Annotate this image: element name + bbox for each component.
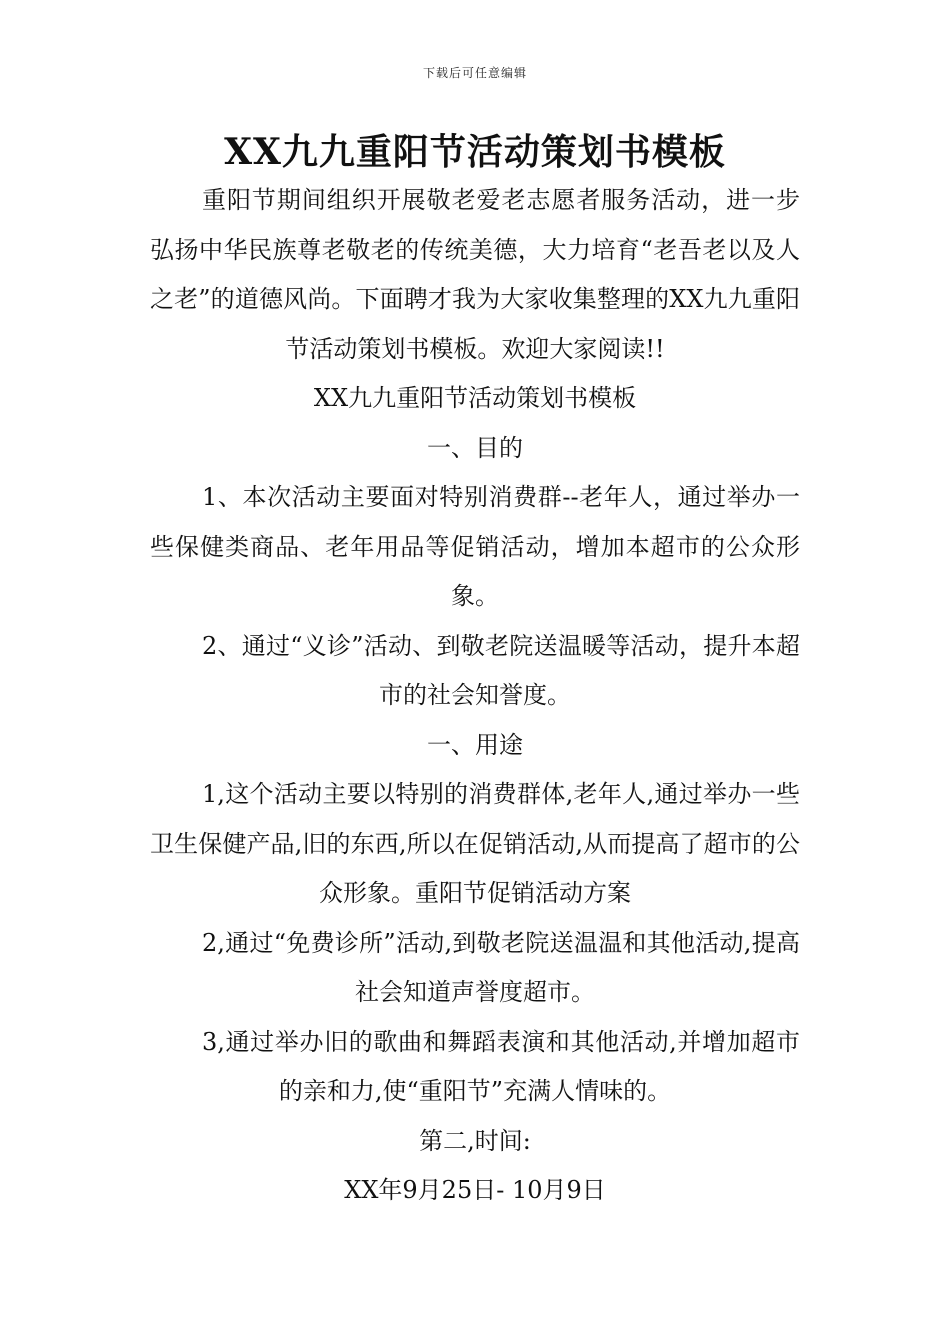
time-range: XX年9月25日- 10月9日 [344,1176,606,1204]
section-heading-usage: 一、用途 [427,730,523,759]
header-note: 下载后可任意编辑 [422,66,527,80]
usage-item-3: 3,通过举办旧的歌曲和舞蹈表演和其他活动,并增加超市的亲和力,使“重阳节”充满人情味的。 [202,1027,800,1105]
purpose-item-2: 2、通过“义诊”活动、到敬老院送温暖等活动，提升本超市的社会知誉度。 [202,631,800,709]
subtitle-line: XX九九重阳节活动策划书模板 [313,384,637,412]
document-title: XX九九重阳节活动策划书模板 [224,131,726,173]
purpose-item-1: 1、本次活动主要面对特别消费群--老年人，通过举办一些保健类商品、老年用品等促销活动，增加本超市的公众形象。 [150,483,800,610]
intro-paragraph: 重阳节期间组织开展敬老爱老志愿者服务活动，进一步弘扬中华民族尊老敬老的传统美德，大力培育“老吾老以及人之老”的道德风尚。下面聘才我为大家收集整理的XX九九重阳节活动策划书模板。欢迎大家阅读!! [150,186,800,363]
usage-item-1: 1,这个活动主要以特别的消费群体,老年人,通过举办一些卫生保健产品,旧的东西,所以在促销活动,从而提高了超市的公众形象。重阳节促销活动方案 [150,780,800,907]
document-body [150,176,800,1216]
section-heading-time: 第二,时间: [419,1126,531,1155]
usage-item-2: 2,通过“免费诊所”活动,到敬老院送温温和其他活动,提高社会知道声誉度超市。 [202,928,800,1006]
section-heading-purpose: 一、目的 [427,433,523,462]
